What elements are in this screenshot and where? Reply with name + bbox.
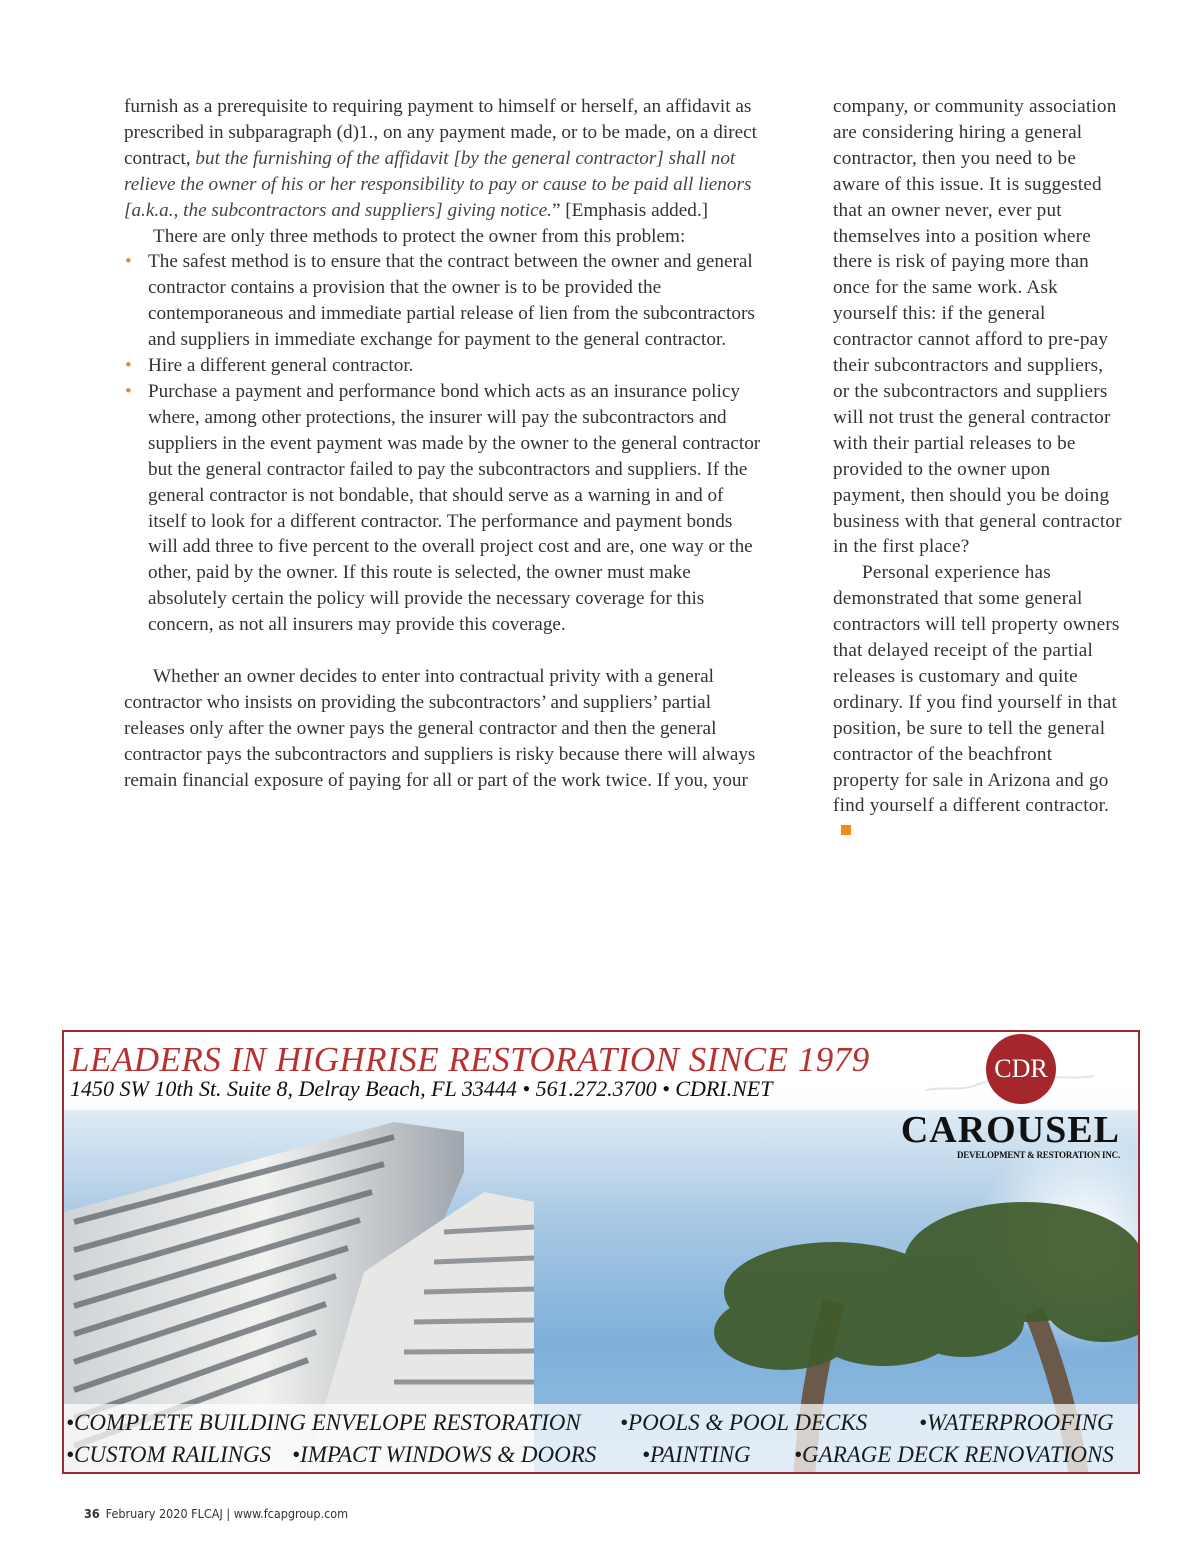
paragraph-spacer bbox=[124, 638, 764, 664]
left-column bbox=[124, 94, 764, 793]
quote-italic-text: but the furnishing of the affidavit [by the general contractor] shall not relieve the owner of his or her responsibility to pay or cause to be paid all lienors [a.k.a., the subcontractors and suppliers] giving notice. bbox=[124, 147, 752, 221]
list-item bbox=[124, 379, 764, 638]
paragraph-three-methods: There are only three methods to protect the owner from this problem: bbox=[153, 225, 686, 247]
bullet-icon: • bbox=[125, 380, 132, 402]
service-item: •IMPACT WINDOWS & DOORS bbox=[292, 1442, 597, 1467]
paragraph-advice: company, or community association are considering hiring a general contractor, then you need to be aware of this issue. It is suggested that an owner never, ever put themselves into a position where there is risk of paying more than once for the same work. Ask yourself this: if the general contractor cannot afford to pre-pay their subcontractors and suppliers, or the subcontractors and suppliers will not trust the general contractor with their partial releases to be provided to the owner upon payment, then should you be doing business with that general contractor in the first place? bbox=[833, 96, 1122, 558]
brand-name: CAROUSEL bbox=[900, 1109, 1120, 1151]
methods-list bbox=[124, 249, 764, 638]
ad-headline: LEADERS IN HIGHRISE RESTORATION SINCE 1979 bbox=[70, 1040, 870, 1079]
list-item bbox=[124, 353, 764, 379]
service-item: •GARAGE DECK RENOVATIONS bbox=[794, 1442, 1114, 1467]
service-item: •PAINTING bbox=[642, 1442, 751, 1467]
paragraph-contractual-privity: Whether an owner decides to enter into contractual privity with a general contractor who insists on providing the subcontractors’ and suppliers’ partial releases only after the owner pays the general contractor and then the general contractor pays the subcontractors and suppliers is risky because there will always remain financial exposure of paying for all or part of the work twice. If you, your bbox=[124, 665, 756, 791]
page-footer bbox=[84, 1506, 348, 1521]
list-item-text: Purchase a payment and performance bond which acts as an insurance policy where, among other protections, the insurer will pay the subcontractors and suppliers in the event payment was made by the owner to the general contractor but the general contractor failed to pay the subcontractors and suppliers. If the general contractor is not bondable, that should serve as a warning in and of itself to look for a different contractor. The performance and payment bonds will add three to five percent to the overall project cost and are, one way or the other, paid by the owner. If this route is selected, the owner must make absolutely certain the policy will provide the necessary coverage for this concern, as not all insurers may provide this coverage. bbox=[148, 380, 761, 636]
list-item-text: The safest method is to ensure that the contract between the owner and general contractor contains a provision that the owner is to be provided the contemporaneous and immediate partial release of lien from the subcontractors and suppliers in immediate exchange for payment to the general contractor. bbox=[148, 251, 755, 351]
service-item: •CUSTOM RAILINGS bbox=[66, 1442, 272, 1467]
service-item: •WATERPROOFING bbox=[919, 1410, 1114, 1435]
carousel-advertisement bbox=[62, 1030, 1140, 1474]
service-item: •COMPLETE BUILDING ENVELOPE RESTORATION bbox=[66, 1410, 581, 1435]
brand-subtitle: DEVELOPMENT & RESTORATION INC. bbox=[956, 1150, 1120, 1160]
list-item-text: Hire a different general contractor. bbox=[148, 355, 414, 377]
paragraph-text: Personal experience has demonstrated that some general contractors will tell property owners that delayed receipt of the partial releases is customary and quite ordinary. If you find yourself in that position, be sure to tell the general contractor of the beachfront property for sale in Arizona and go find yourself a different contractor. bbox=[833, 562, 1120, 817]
brand-logo bbox=[901, 1110, 1120, 1160]
ad-contact-line: 1450 SW 10th St. Suite 8, Delray Beach, FL 33444 • 561.272.3700 • CDRI.NET bbox=[70, 1076, 773, 1101]
emphasis-note: ” [Emphasis added.] bbox=[551, 199, 709, 221]
page-number: 36 bbox=[84, 1506, 100, 1521]
service-item: •POOLS & POOL DECKS bbox=[620, 1410, 868, 1435]
cdr-logo-badge: CDR bbox=[986, 1034, 1056, 1104]
bullet-icon: • bbox=[125, 251, 132, 273]
list-item bbox=[124, 249, 764, 353]
quote-text: furnish as a prerequisite to requiring payment to himself or herself, an affidavit as prescribed in subparagraph (d)1., on any payment made, or to be made, on a direct contract, bbox=[124, 96, 757, 169]
end-of-article-icon bbox=[841, 825, 851, 835]
paragraph-affidavit-quote bbox=[124, 94, 764, 224]
issue-info: February 2020 FLCAJ | www.fcapgroup.com bbox=[105, 1506, 349, 1521]
right-column bbox=[833, 94, 1123, 845]
bullet-icon: • bbox=[125, 355, 132, 377]
paragraph-personal-experience bbox=[833, 560, 1123, 845]
